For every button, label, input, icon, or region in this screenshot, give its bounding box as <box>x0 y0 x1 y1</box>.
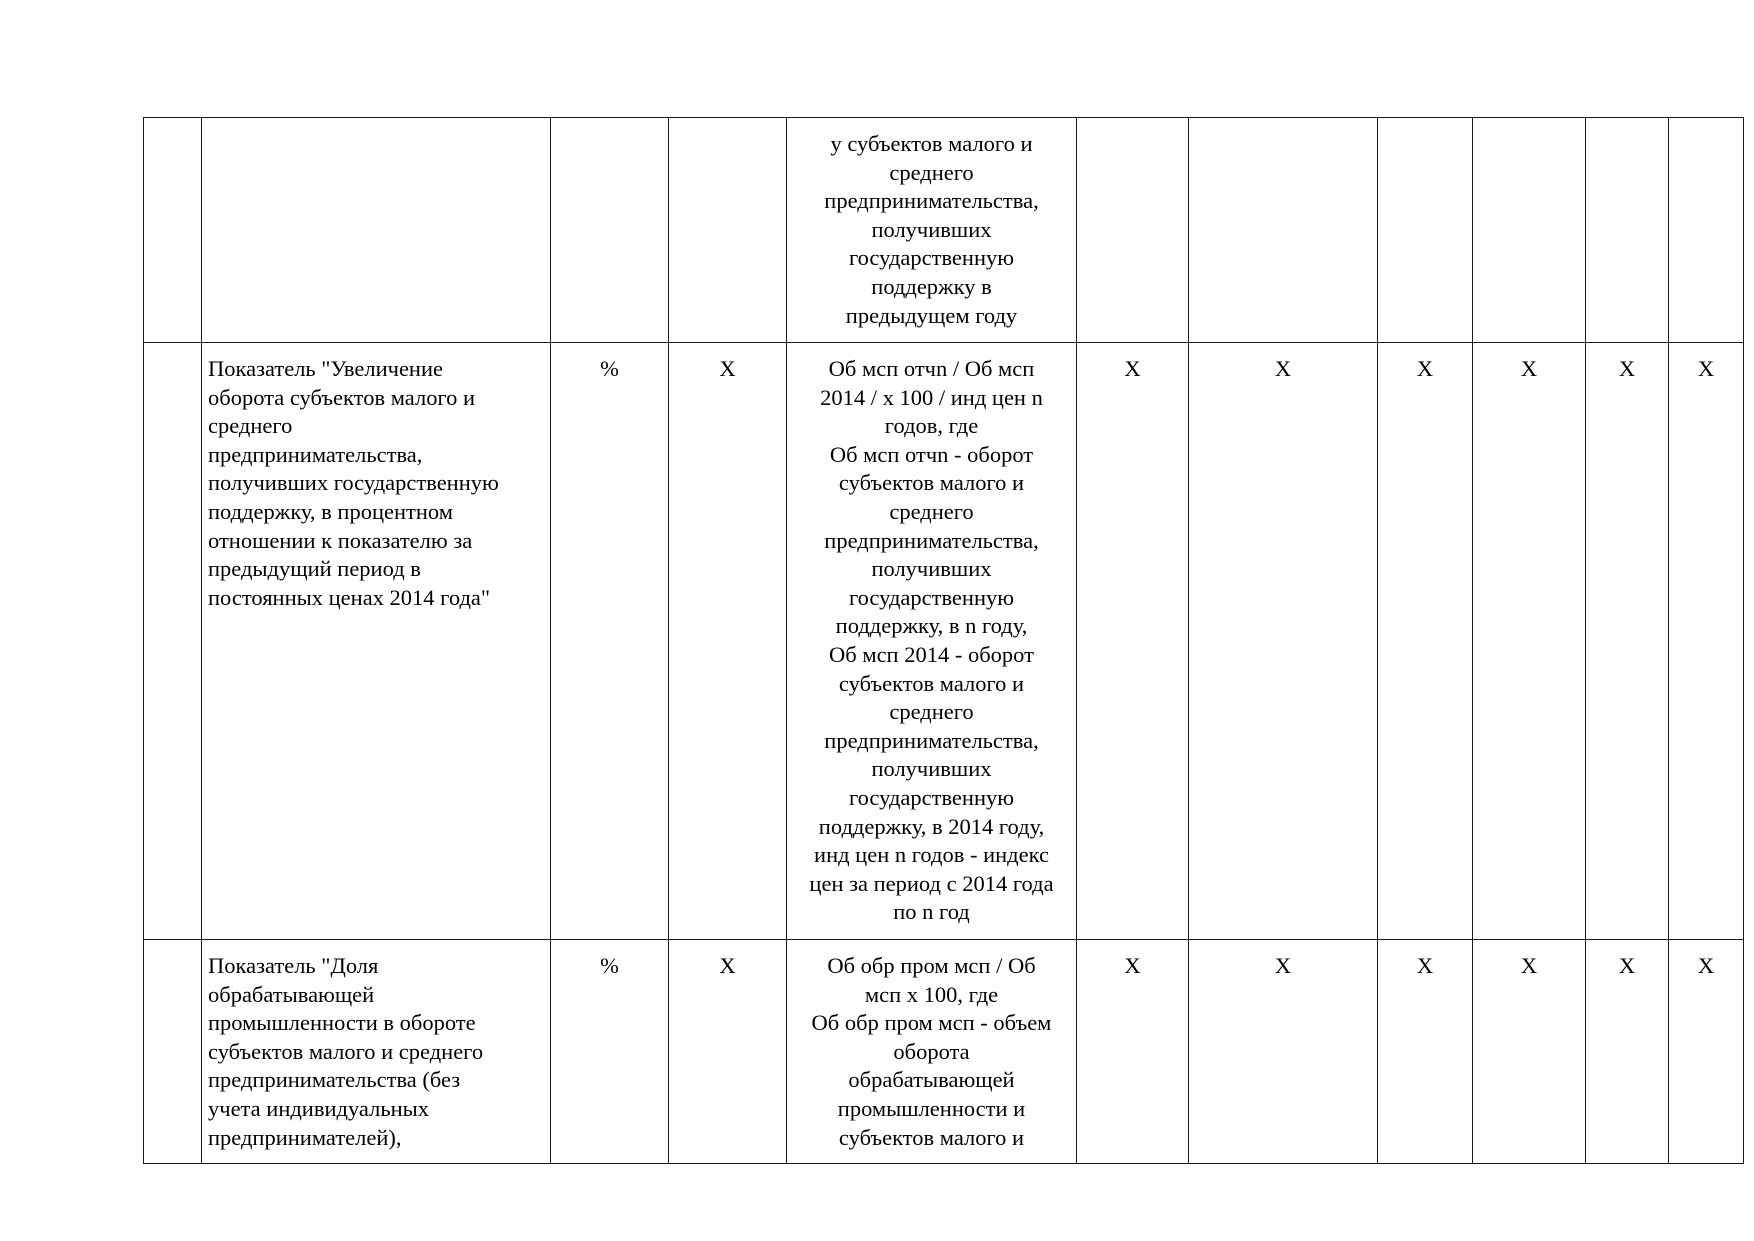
table-row <box>144 118 1744 343</box>
value-cell <box>1378 118 1473 343</box>
value-cell <box>1473 118 1586 343</box>
value-cell <box>1077 118 1189 343</box>
row-number-cell <box>144 118 202 343</box>
value-cell <box>1189 118 1378 343</box>
unit-cell <box>551 118 669 343</box>
row-number-cell <box>144 343 202 940</box>
table-row <box>144 343 1744 940</box>
formula-cell: у субъектов малого и среднего предпринимательства, получивших государственную поддержку в предыдущем году <box>787 118 1077 343</box>
row-number-cell <box>144 940 202 1164</box>
value-cell: X <box>1586 343 1669 940</box>
indicator-name-cell: Показатель "Доля обрабатывающей промышленности в обороте субъектов малого и среднего предпринимательства (без учета индивидуальных предпринимателей), <box>202 940 551 1164</box>
value-cell: X <box>1473 940 1586 1164</box>
value-cell: X <box>1077 940 1189 1164</box>
formula-cell: Об мсп отчn / Об мсп 2014 / х 100 / инд цен n годов, где Об мсп отчn - оборот субъектов малого и среднего предпринимательства, получивших государственную поддержку, в n году, Об мсп 2014 - оборот субъектов малого и среднего предпринимательства, получивших государственную поддержку, в 2014 году, инд цен n годов - индекс цен за период с 2014 года по n год <box>787 343 1077 940</box>
value-cell <box>1586 118 1669 343</box>
formula-cell: Об обр пром мсп / Об мсп х 100, где Об обр пром мсп - объем оборота обрабатывающей промышленности и субъектов малого и <box>787 940 1077 1164</box>
value-cell: X <box>1473 343 1586 940</box>
indicator-name-cell: Показатель "Увеличение оборота субъектов малого и среднего предпринимательства, получивших государственную поддержку, в процентном отношении к показателю за предыдущий период в постоянных ценах 2014 года" <box>202 343 551 940</box>
unit-cell: % <box>551 343 669 940</box>
value-cell: X <box>669 940 787 1164</box>
value-cell: X <box>1669 343 1744 940</box>
value-cell <box>669 118 787 343</box>
indicator-name-cell <box>202 118 551 343</box>
unit-cell: % <box>551 940 669 1164</box>
table-row <box>144 940 1744 1164</box>
value-cell: X <box>669 343 787 940</box>
value-cell: X <box>1189 343 1378 940</box>
indicator-table <box>143 117 1744 1164</box>
value-cell: X <box>1586 940 1669 1164</box>
value-cell: X <box>1077 343 1189 940</box>
value-cell: X <box>1189 940 1378 1164</box>
value-cell <box>1669 118 1744 343</box>
value-cell: X <box>1669 940 1744 1164</box>
value-cell: X <box>1378 940 1473 1164</box>
value-cell: X <box>1378 343 1473 940</box>
